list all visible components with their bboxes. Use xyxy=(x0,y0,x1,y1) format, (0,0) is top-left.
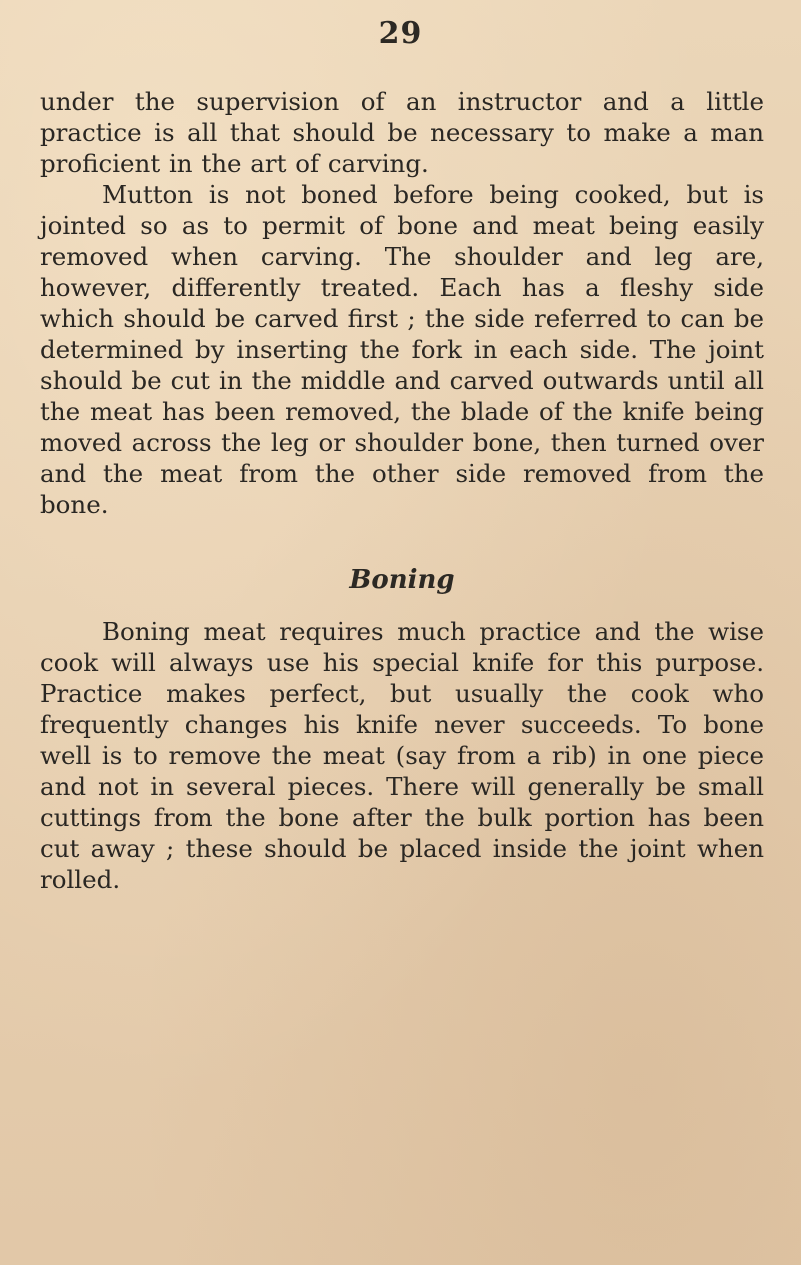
paragraph-carving-continued: under the supervision of an instructor and a little practice is all that should be necessary to make a man proficient in the art of carving. xyxy=(40,87,764,178)
section-heading-boning: Boning xyxy=(349,565,455,595)
paragraph-mutton: Mutton is not boned before being cooked, but is jointed so as to permit of bone and meat being easily removed when carving. The shoulder and leg are, however, differently treated. Each has a fleshy side which should be carved first ; the side referred to can be determined by inserting the fork in each side. The joint should be cut in the middle and carved outwards until all the meat has been removed, the blade of the knife being moved across the leg or shoulder bone, then turned over and the meat from the other side removed from the bone. xyxy=(40,180,764,519)
page-number: 29 xyxy=(378,16,423,51)
paragraph-boning: Boning meat requires much practice and the wise cook will always use his special knife for this purpose. Practice makes perfect, but usually the cook who frequently changes his knife never succeeds. To bone well is to remove the meat (say from a rib) in one piece and not in several pieces. There will generally be small cuttings from the bone after the bulk portion has been cut away ; these should be placed inside the joint when rolled. xyxy=(40,617,764,894)
page-body xyxy=(40,86,764,895)
